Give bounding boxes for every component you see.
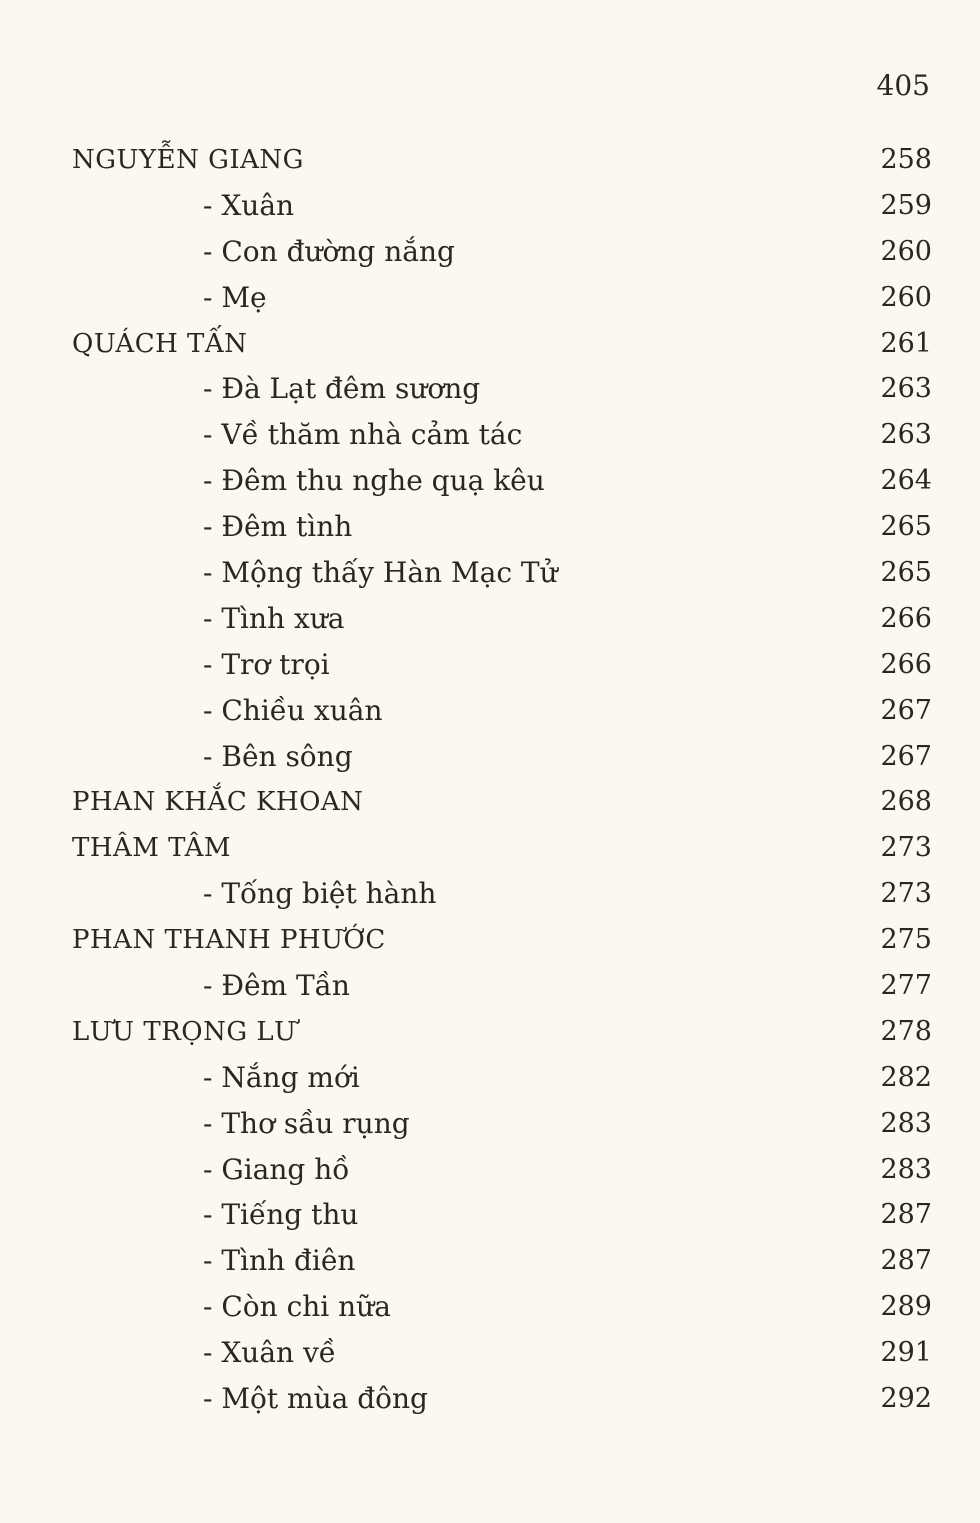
author-name: THÂM TÂM bbox=[72, 833, 231, 864]
author-name: PHAN THANH PHƯỚC bbox=[72, 925, 386, 956]
poem-title: - Về thăm nhà cảm tác bbox=[203, 418, 523, 452]
entry-page-number: 261 bbox=[880, 327, 932, 359]
entry-page-number: 278 bbox=[880, 1015, 932, 1047]
entry-page-number: 265 bbox=[880, 557, 932, 589]
toc-poem-entry bbox=[72, 553, 932, 599]
poem-title: - Bên sông bbox=[203, 739, 353, 773]
poem-title: - Nắng mới bbox=[203, 1060, 360, 1094]
entry-page-number: 267 bbox=[880, 740, 932, 772]
poem-title: - Tình xưa bbox=[203, 601, 345, 635]
entry-page-number: 283 bbox=[880, 1153, 932, 1185]
entry-page-number: 260 bbox=[880, 235, 932, 267]
poem-title: - Chiều xuân bbox=[203, 693, 383, 727]
toc-poem-entry bbox=[72, 1058, 932, 1104]
toc-author-entry bbox=[72, 324, 932, 370]
toc-poem-entry bbox=[72, 186, 932, 232]
entry-page-number: 263 bbox=[880, 373, 932, 405]
entry-page-number: 287 bbox=[880, 1245, 932, 1277]
toc-poem-entry bbox=[72, 599, 932, 645]
poem-title: - Đà Lạt đêm sương bbox=[203, 372, 481, 406]
entry-page-number: 263 bbox=[880, 419, 932, 451]
toc-poem-entry bbox=[72, 1333, 932, 1379]
entry-page-number: 266 bbox=[880, 602, 932, 634]
poem-title: - Tiếng thu bbox=[203, 1198, 359, 1232]
toc-poem-entry bbox=[72, 461, 932, 507]
entry-page-number: 291 bbox=[880, 1337, 932, 1369]
poem-title: - Đêm thu nghe quạ kêu bbox=[203, 464, 545, 498]
author-name: LƯU TRỌNG LƯ bbox=[72, 1016, 297, 1047]
toc-poem-entry bbox=[72, 1150, 932, 1196]
poem-title: - Xuân bbox=[203, 188, 295, 222]
author-name: PHAN KHẮC KHOAN bbox=[72, 787, 364, 818]
toc-poem-entry bbox=[72, 1287, 932, 1333]
toc-poem-entry bbox=[72, 278, 932, 324]
toc-poem-entry bbox=[72, 874, 932, 920]
toc-poem-entry bbox=[72, 737, 932, 783]
table-of-contents bbox=[72, 140, 932, 1425]
poem-title: - Thơ sầu rụng bbox=[203, 1106, 410, 1140]
toc-author-entry bbox=[72, 782, 932, 828]
poem-title: - Một mùa đông bbox=[203, 1382, 428, 1416]
entry-page-number: 292 bbox=[880, 1383, 932, 1415]
toc-poem-entry bbox=[72, 1241, 932, 1287]
toc-author-entry bbox=[72, 920, 932, 966]
toc-poem-entry bbox=[72, 1104, 932, 1150]
toc-poem-entry bbox=[72, 232, 932, 278]
entry-page-number: 265 bbox=[880, 511, 932, 543]
poem-title: - Đêm Tần bbox=[203, 969, 350, 1003]
toc-poem-entry bbox=[72, 645, 932, 691]
entry-page-number: 273 bbox=[880, 878, 932, 910]
entry-page-number: 267 bbox=[880, 694, 932, 726]
entry-page-number: 259 bbox=[880, 189, 932, 221]
entry-page-number: 260 bbox=[880, 281, 932, 313]
entry-page-number: 273 bbox=[880, 832, 932, 864]
toc-poem-entry bbox=[72, 507, 932, 553]
entry-page-number: 264 bbox=[880, 465, 932, 497]
toc-poem-entry bbox=[72, 415, 932, 461]
toc-poem-entry bbox=[72, 966, 932, 1012]
poem-title: - Xuân về bbox=[203, 1336, 336, 1370]
entry-page-number: 283 bbox=[880, 1107, 932, 1139]
toc-poem-entry bbox=[72, 1379, 932, 1425]
entry-page-number: 287 bbox=[880, 1199, 932, 1231]
poem-title: - Tống biệt hành bbox=[203, 877, 437, 911]
entry-page-number: 275 bbox=[880, 924, 932, 956]
entry-page-number: 289 bbox=[880, 1291, 932, 1323]
entry-page-number: 268 bbox=[880, 786, 932, 818]
entry-page-number: 266 bbox=[880, 648, 932, 680]
entry-page-number: 258 bbox=[880, 144, 932, 175]
poem-title: - Trơ trọi bbox=[203, 647, 330, 681]
poem-title: - Mộng thấy Hàn Mạc Tử bbox=[203, 556, 558, 590]
toc-poem-entry bbox=[72, 691, 932, 737]
entry-page-number: 282 bbox=[880, 1061, 932, 1093]
author-name: QUÁCH TẤN bbox=[72, 328, 248, 359]
toc-poem-entry bbox=[72, 1195, 932, 1241]
toc-author-entry bbox=[72, 1012, 932, 1058]
author-name: NGUYỄN GIANG bbox=[72, 145, 304, 175]
poem-title: - Mẹ bbox=[203, 280, 267, 314]
toc-author-entry bbox=[72, 828, 932, 874]
poem-title: - Đêm tình bbox=[203, 510, 353, 544]
toc-poem-entry bbox=[72, 369, 932, 415]
page-number: 405 bbox=[876, 69, 930, 102]
entry-page-number: 277 bbox=[880, 970, 932, 1002]
toc-author-entry bbox=[72, 140, 932, 186]
poem-title: - Con đường nắng bbox=[203, 234, 455, 268]
poem-title: - Tình điên bbox=[203, 1244, 356, 1278]
poem-title: - Còn chi nữa bbox=[203, 1290, 391, 1324]
poem-title: - Giang hồ bbox=[203, 1152, 350, 1186]
